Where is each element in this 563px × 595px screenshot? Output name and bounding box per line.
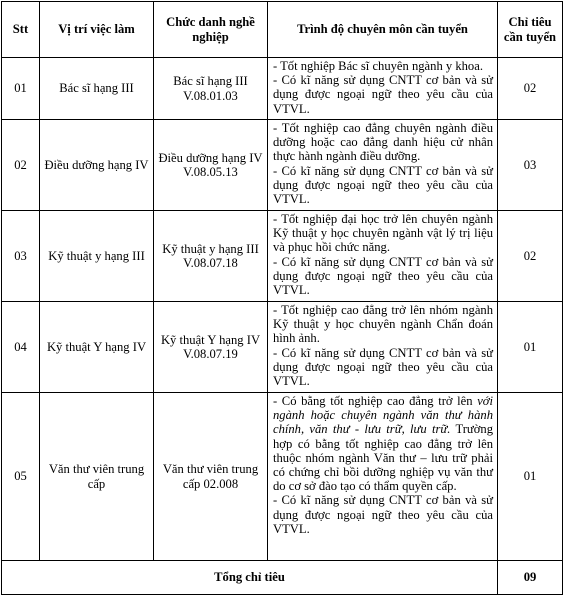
- table-row: [2, 120, 563, 211]
- header-title: Chức danh nghề nghiệp: [154, 2, 268, 58]
- requirement-text: Trường hợp có bằng tốt nghiệp cao đẳng trở lên thuộc nhóm ngành Văn thư – lưu trữ phải có chứng chỉ bồi dưỡng nghiệp vụ văn thư do cơ sở đào tạo có thẩm quyền cấp.: [273, 422, 494, 494]
- table-row: [2, 302, 563, 393]
- row-requirement: [268, 211, 498, 302]
- requirement-line: - Có kĩ năng sử dụng CNTT cơ bản và sử dụng được ngoại ngữ theo yêu cầu của VTVL.: [273, 254, 493, 298]
- header-stt: Stt: [2, 2, 40, 58]
- row-stt: 05: [2, 393, 40, 561]
- requirement-line: - Có kĩ năng sử dụng CNTT cơ bản và sử dụng được ngoại ngữ theo yêu cầu của VTVL.: [273, 163, 493, 207]
- table-row: [2, 393, 563, 561]
- total-value: 09: [498, 561, 563, 595]
- requirement-line: - Tốt nghiệp Bác sĩ chuyên ngành y khoa.: [273, 59, 483, 73]
- requirement-italic-text: với ngành hoặc chuyên ngành văn thư hành chính, văn thư - lưu trữ, lưu trữ.: [273, 394, 493, 437]
- row-quota: 01: [498, 393, 563, 561]
- row-requirement: [268, 393, 498, 561]
- requirement-line: - Tốt nghiệp đại học trở lên chuyên ngành Kỹ thuật y học chuyên ngành vật lý trị liệu và phục hồi chức năng.: [273, 212, 493, 255]
- row-position: Điều dưỡng hạng IV: [40, 120, 154, 211]
- requirement-line: - Có kĩ năng sử dụng CNTT cơ bản và sử dụng được ngoại ngữ theo yêu cầu của VTVL.: [273, 493, 493, 536]
- row-quota: 03: [498, 120, 563, 211]
- row-quota: 02: [498, 211, 563, 302]
- row-requirement: [268, 120, 498, 211]
- row-stt: 02: [2, 120, 40, 211]
- row-quota: 02: [498, 58, 563, 120]
- header-quota: Chỉ tiêu cần tuyển: [498, 2, 563, 58]
- row-position: Văn thư viên trung cấp: [40, 393, 154, 561]
- row-position: Kỹ thuật y hạng III: [40, 211, 154, 302]
- total-row: [2, 561, 563, 595]
- table-row: [2, 211, 563, 302]
- total-label: Tổng chỉ tiêu: [2, 561, 498, 595]
- row-stt: 03: [2, 211, 40, 302]
- row-title: Kỹ thuật Y hạng IV V.08.07.19: [154, 302, 268, 393]
- row-stt: 04: [2, 302, 40, 393]
- row-position: Bác sĩ hạng III: [40, 58, 154, 120]
- row-requirement: [268, 302, 498, 393]
- requirement-line: - Tốt nghiệp cao đẳng trở lên nhóm ngành Kỹ thuật y học chuyên ngành Chẩn đoán hình ảnh.: [273, 303, 493, 346]
- requirement-line: [273, 394, 493, 493]
- row-title: Văn thư viên trung cấp 02.008: [154, 393, 268, 561]
- requirement-line: - Có kĩ năng sử dụng CNTT cơ bản và sử dụng được ngoại ngữ theo yêu cầu của VTVL.: [273, 345, 493, 389]
- row-stt: 01: [2, 58, 40, 120]
- row-title: Kỹ thuật y hạng III V.08.07.18: [154, 211, 268, 302]
- row-title: Bác sĩ hạng III V.08.01.03: [154, 58, 268, 120]
- requirement-line: - Có kĩ năng sử dụng CNTT cơ bản và sử dụng được ngoại ngữ theo yêu cầu của VTVL.: [273, 73, 493, 116]
- row-position: Kỹ thuật Y hạng IV: [40, 302, 154, 393]
- header-row: [2, 2, 563, 58]
- header-position: Vị trí việc làm: [40, 2, 154, 58]
- header-requirement: Trình độ chuyên môn cần tuyển: [268, 2, 498, 58]
- table-row: [2, 58, 563, 120]
- row-requirement: [268, 58, 498, 120]
- recruitment-table: [1, 1, 563, 595]
- requirement-text: - Có bằng tốt nghiệp cao đẳng trở lên: [273, 394, 473, 408]
- requirement-line: - Tốt nghiệp cao đẳng chuyên ngành điều dưỡng hoặc cao đẳng danh hiệu cử nhân thực hành ngành điều dưỡng.: [273, 121, 493, 164]
- row-title: Điều dưỡng hạng IV V.08.05.13: [154, 120, 268, 211]
- row-quota: 01: [498, 302, 563, 393]
